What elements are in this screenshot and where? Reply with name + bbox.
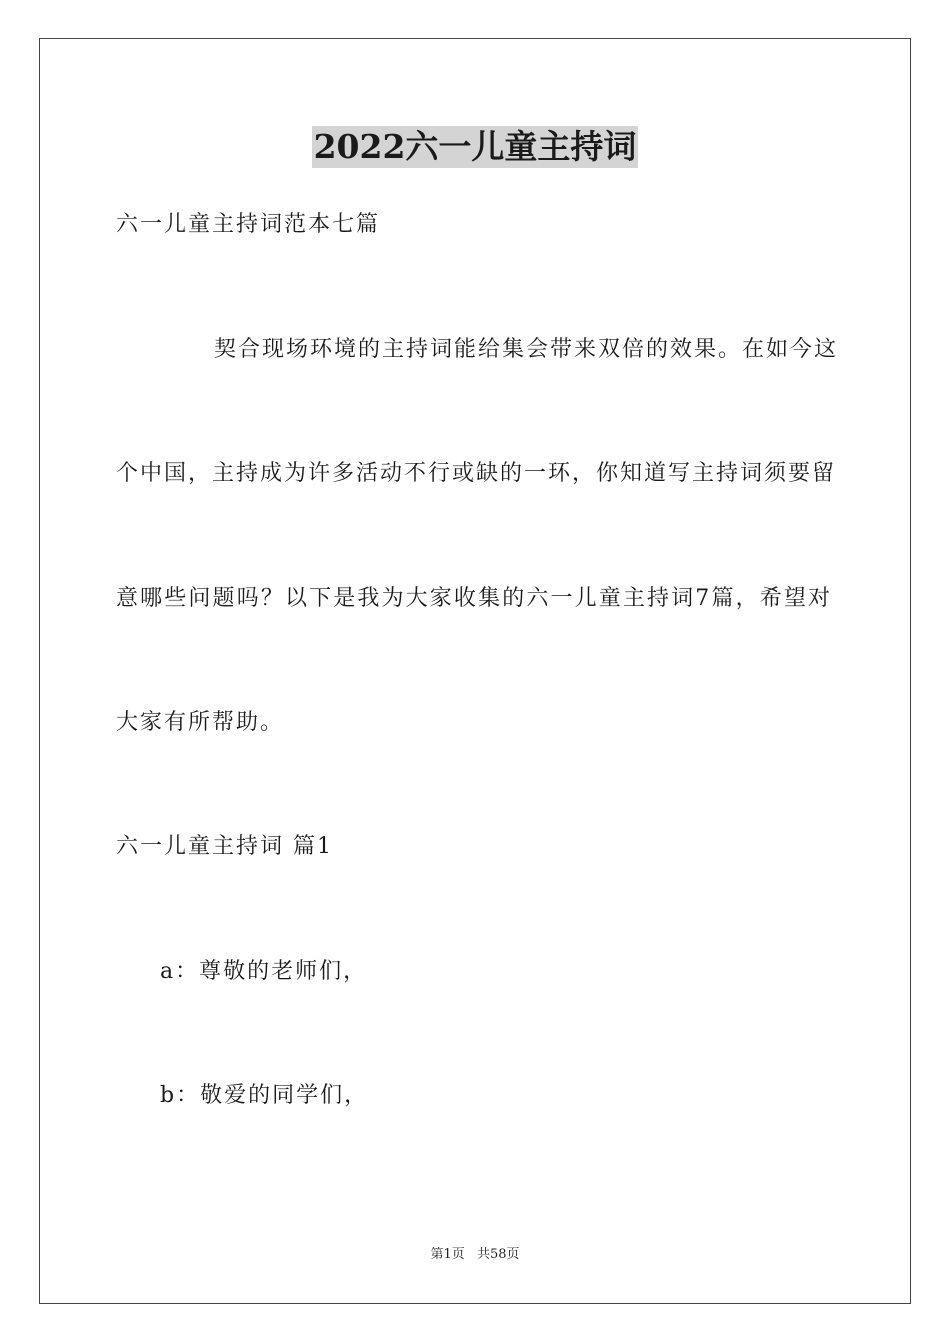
paragraph-line-3: 意哪些问题吗？以下是我为大家收集的六一儿童主持词7篇，希望对 xyxy=(116,586,832,611)
page-footer xyxy=(0,1246,950,1264)
document-title: 2022六一儿童主持词 xyxy=(313,127,637,166)
paragraph-line-4: 大家有所帮助。 xyxy=(116,710,285,735)
section-heading: 六一儿童主持词 篇1 xyxy=(116,834,333,859)
paragraph-line-2: 个中国，主持成为许多活动不行或缺的一环，你知道写主持词须要留 xyxy=(116,461,837,486)
title-container xyxy=(0,126,950,168)
page-total: 共58页 xyxy=(476,1247,520,1262)
dialogue-line-b: b：敬爱的同学们， xyxy=(160,1083,369,1108)
dialogue-line-a: a：尊敬的老师们， xyxy=(160,959,368,984)
document-subtitle: 六一儿童主持词范本七篇 xyxy=(116,212,381,237)
page-number: 第1页 xyxy=(430,1247,465,1262)
paragraph-line-1: 契合现场环境的主持词能给集会带来双倍的效果。在如今这 xyxy=(214,337,839,362)
